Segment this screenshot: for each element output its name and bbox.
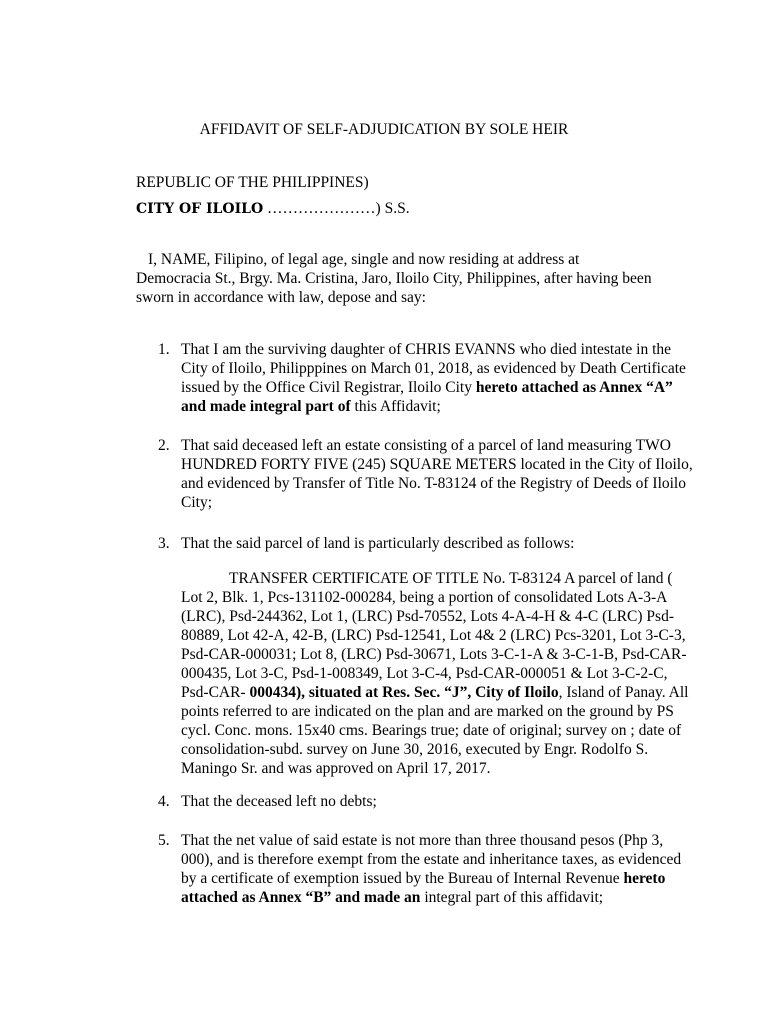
list-item-number: 3. [158,535,170,552]
list-item-tail-text: integral part of this affidavit; [420,889,604,906]
list-item-2 [136,436,696,512]
document-title: AFFIDAVIT OF SELF-ADJUDICATION BY SOLE HEIR [199,121,569,138]
list-item-text: That the net value of said estate is not more than three thousand pesos (Php 3, 000), and is therefore exempt from the estate and inheritance taxes, as evidenced by a certificate of exemption issued by the Bureau of Internal Revenue [181,832,682,887]
list-item-number: 5. [158,832,170,849]
list-item-number: 4. [158,793,170,810]
list-item-bold-text: hereto attached as Annex “B” and made an [181,870,666,906]
list-item-5 [136,831,696,907]
list-item-text: That said deceased left an estate consisting of a parcel of land measuring TWO HUNDRED FORTY FIVE (245) SQUARE METERS located in the City of Iloilo, and evidenced by Transfer of Title No. T-83124 of the Registry of Deeds of Iloilo City; [181,437,693,511]
list-item-number: 1. [158,341,170,358]
numbered-list [136,340,696,907]
land-description-tail: , Island of Panay. All points referred to are indicated on the plan and are marked on the ground by PS cycl. Conc. mons. 15x40 cms. Bearings true; date of original; survey on ; date of consolidation-subd. survey on June 30, 2016, executed by Engr. Rodolfo S. Maningo Sr. and was approved on April 17, 2017. [181,684,689,777]
list-item-number: 2. [158,437,170,454]
list-item-4 [136,792,696,811]
list-item-3 [136,534,696,778]
caption-city-name: CITY OF ILOILO [136,201,264,217]
list-item-bold-text: hereto attached as Annex “A” and made integral part of [181,379,673,415]
intro-paragraph: I, NAME, Filipino, of legal age, single and now residing at address at Democracia St., Brgy. Ma. Cristina, Jaro, Iloilo City, Philippines, after having been sworn in accordance with law, depose and say: [136,251,652,306]
list-item-tail-text: this Affidavit; [350,398,441,415]
list-item-text: That the deceased left no debts; [181,793,377,810]
land-description [181,569,696,778]
land-description-text: TRANSFER CERTIFICATE OF TITLE No. T-83124 A parcel of land ( Lot 2, Blk. 1, Pcs-131102-000284, being a portion of consolidated Lots A-3-A (LRC), Psd-244362, Lot 1, (LRC) Psd-70552, Lots 4-A-4-H & 4-C (LRC) Psd-80889, Lot 42-A, 42-B, (LRC) Psd-12541, Lot 4& 2 (LRC) Pcs-3201, Lot 3-C-3, Psd-CAR-000031; Lot 8, (LRC) Psd-30671, Lots 3-C-1-A & 3-C-1-B, Psd-CAR-000435, Lot 3-C, Psd-1-008349, Lot 3-C-4, Psd-CAR-000051 & Lot 3-C-2-C, Psd-CAR- [181,570,687,701]
caption-city [136,198,410,220]
land-description-bold: 000434), situated at Res. Sec. “J”, City of Iloilo [249,684,559,701]
list-item-1 [136,340,696,416]
caption-republic: REPUBLIC OF THE PHILIPPINES) [136,174,369,191]
caption-city-ss: …………………) S.S. [263,200,410,217]
list-item-text: That I am the surviving daughter of CHRIS EVANNS who died intestate in the City of Iloilo, Philipppines on March 01, 2018, as evidenced by Death Certificate issued by the Office Civil Registrar, Iloilo City [181,341,686,396]
list-item-text: That the said parcel of land is particularly described as follows: [181,535,575,552]
